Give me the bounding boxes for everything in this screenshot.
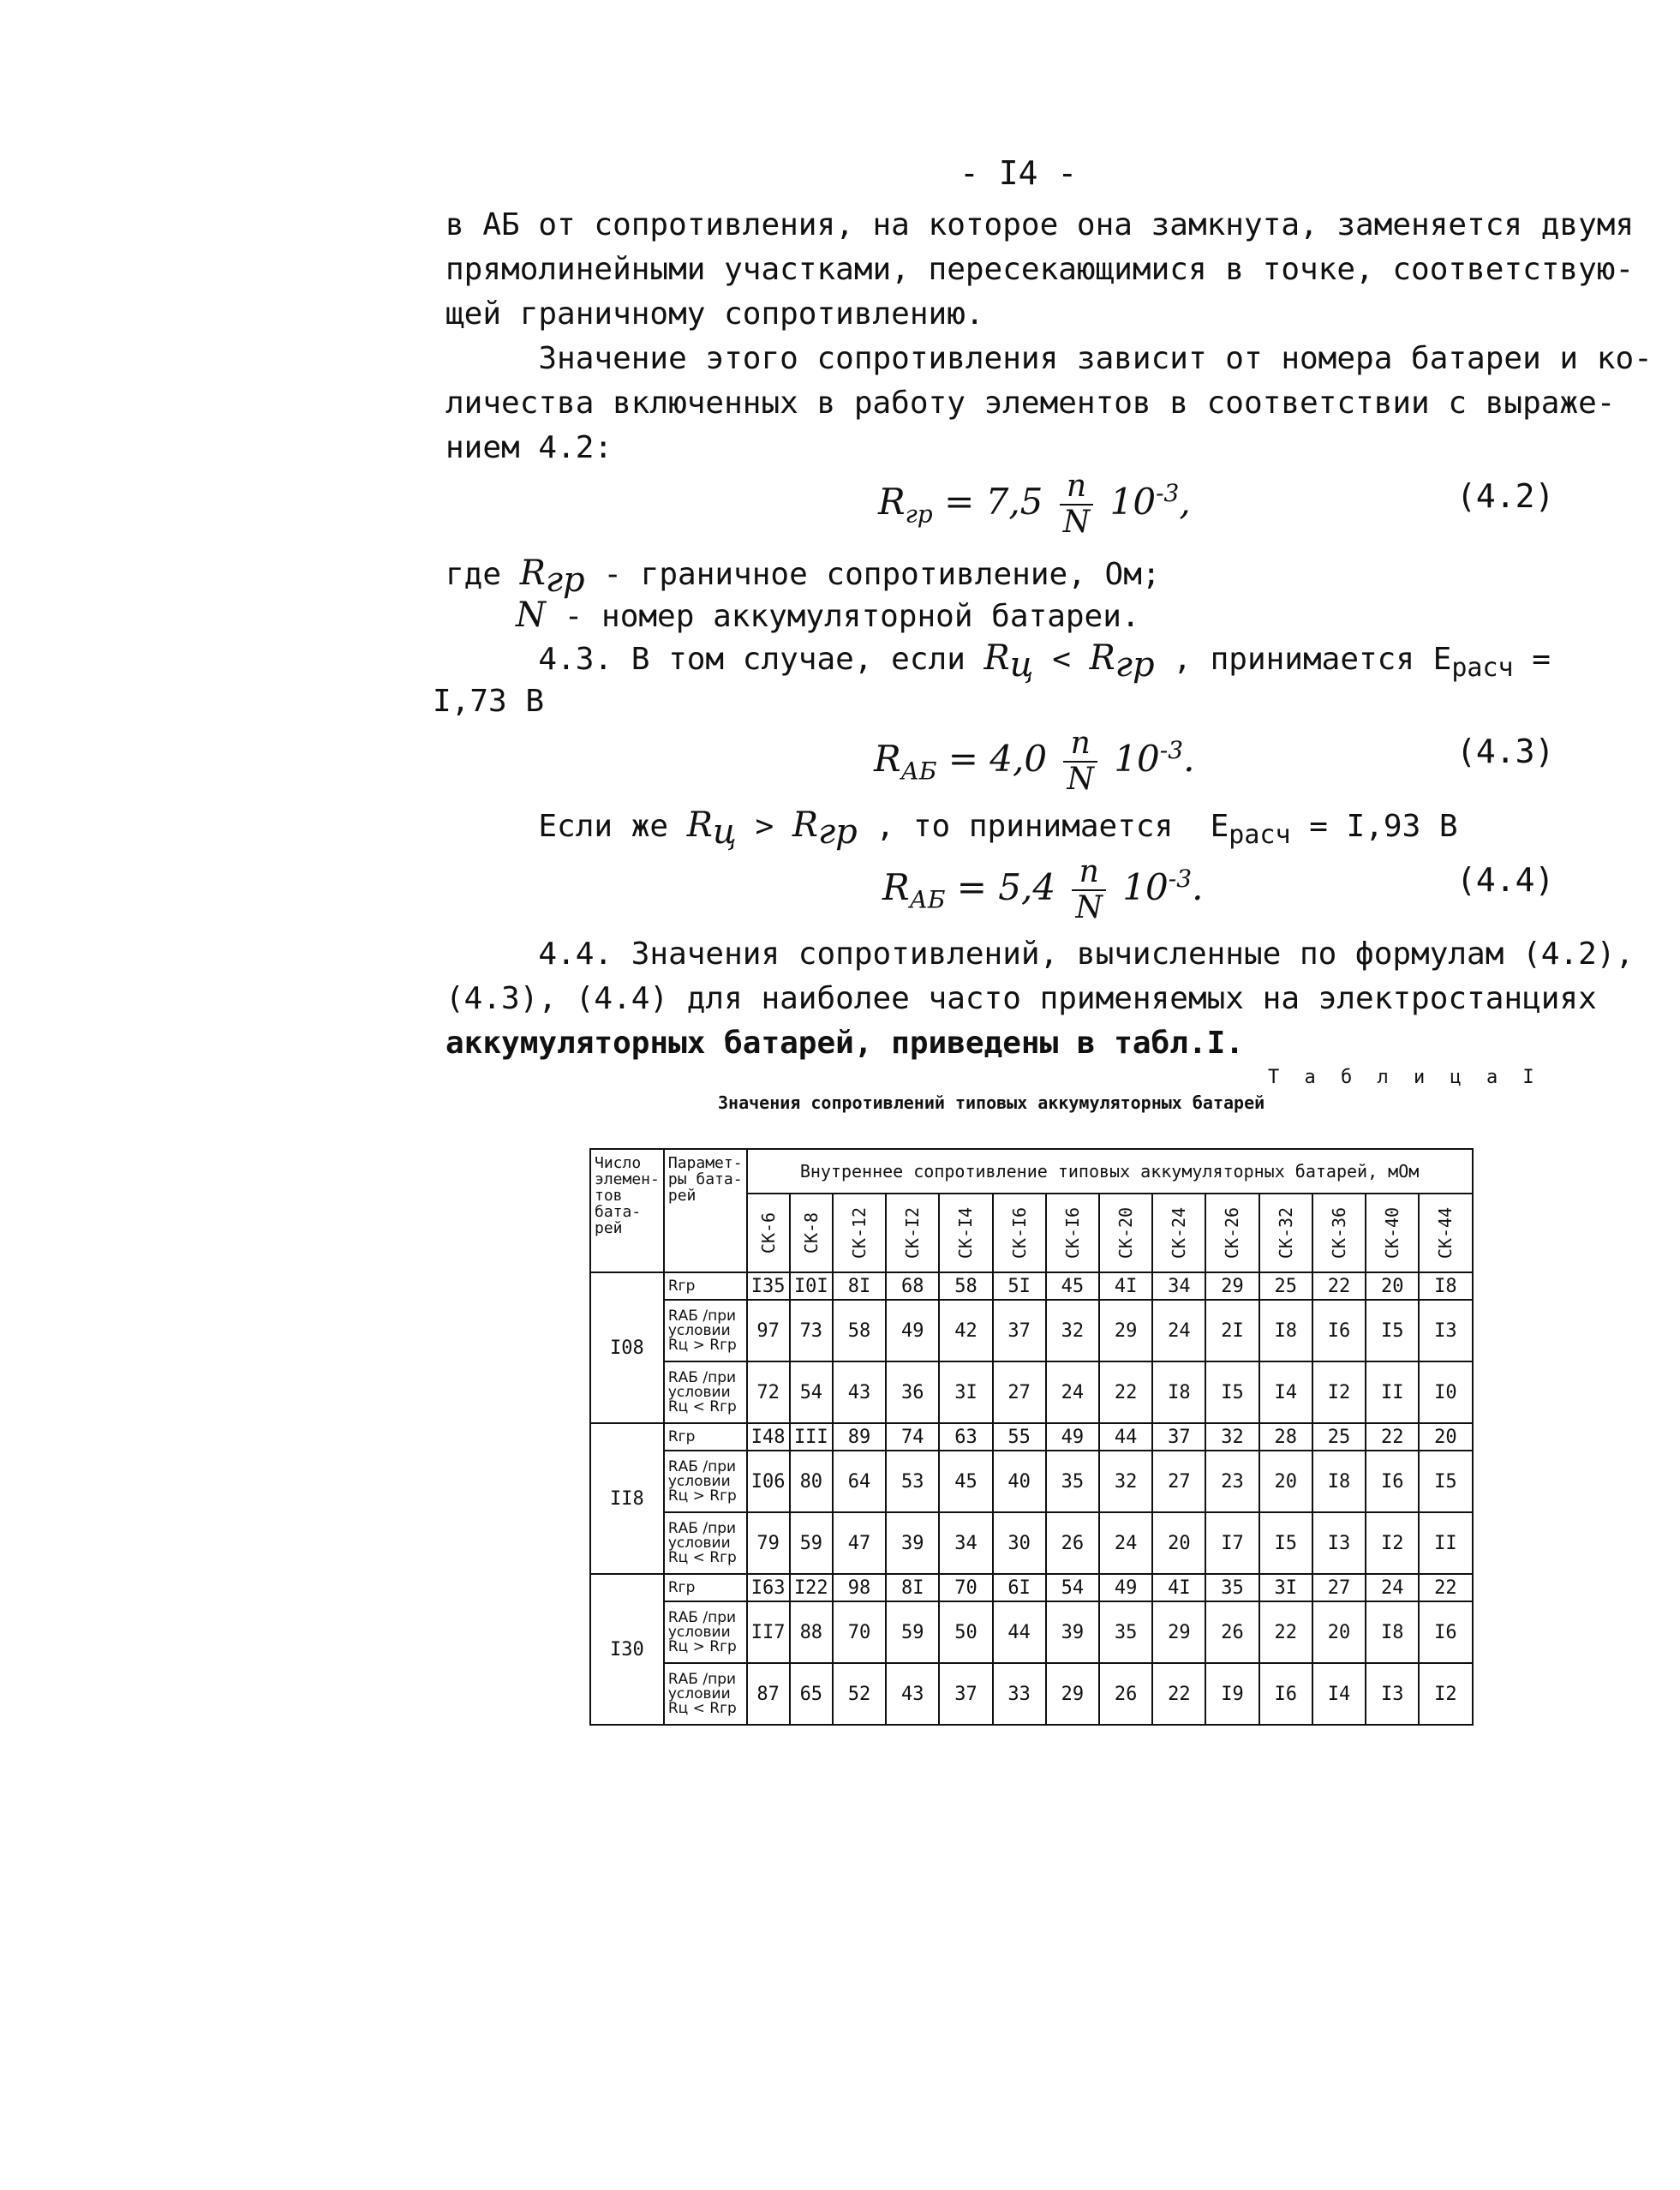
resistance-value-cell: I8 [1419, 1272, 1472, 1300]
resistance-value-cell: 39 [886, 1512, 939, 1574]
resistance-value-cell: 80 [790, 1451, 833, 1512]
resistance-value-cell: I9 [1205, 1663, 1259, 1725]
resistance-value-cell: 4I [1099, 1272, 1152, 1300]
element-count-cell: I08 [590, 1272, 664, 1423]
paragraph-4-4: 4.4. Значения сопротивлений, вычисленные по формулам (4.2), (4.3), (4.4) для наиболее часто применяемых на электростанциях [445, 936, 1635, 1016]
resistance-value-cell: 47 [833, 1512, 886, 1574]
resistance-value-cell: 24 [1099, 1512, 1152, 1574]
where-n-text: - номер аккумуляторной батареи. [546, 599, 1140, 634]
p44-rc-sub: ц [712, 812, 737, 853]
table-row [590, 1601, 1473, 1663]
resistance-value-cell: 58 [939, 1272, 992, 1300]
resistance-value-cell: I06 [747, 1451, 790, 1512]
resistance-value-cell: 65 [790, 1663, 833, 1725]
resistance-value-cell: 63 [939, 1423, 992, 1451]
column-header-battery [790, 1194, 833, 1272]
column-header-label: СК-I6 [1008, 1206, 1030, 1259]
resistance-value-cell: 44 [993, 1601, 1046, 1663]
column-header-label: СК-24 [1169, 1206, 1190, 1259]
resistance-value-cell: 52 [833, 1663, 886, 1725]
resistance-value-cell: III [790, 1423, 833, 1451]
p43-b: , принимается Е [1154, 642, 1452, 677]
p43-rc-sub: ц [1009, 645, 1034, 685]
resistance-value-cell: 33 [993, 1663, 1046, 1725]
eq-tail: 10 [1114, 738, 1160, 780]
table-label: Т а б л и ц а I [1268, 1067, 1541, 1088]
paragraph-4-3-value: I,73 В [433, 684, 545, 719]
resistance-value-cell: 43 [886, 1663, 939, 1725]
resistance-value-cell: 8I [833, 1272, 886, 1300]
resistance-value-cell: 3I [939, 1361, 992, 1423]
column-header-battery [1152, 1194, 1205, 1272]
table-row [590, 1300, 1473, 1361]
equation-4-4 [882, 855, 1203, 925]
column-header-battery [939, 1194, 992, 1272]
resistance-value-cell: II [1419, 1512, 1472, 1574]
parameter-cell: Rгр [664, 1272, 747, 1300]
resistance-value-cell: I0I [790, 1272, 833, 1300]
parameter-cell: RАБ /при условии Rц < Rгр [664, 1663, 747, 1725]
resistance-value-cell: 35 [1099, 1601, 1152, 1663]
column-header-battery [1259, 1194, 1312, 1272]
resistance-value-cell: 59 [790, 1512, 833, 1574]
column-header-battery [886, 1194, 939, 1272]
resistance-value-cell: I4 [1312, 1663, 1366, 1725]
column-header-battery [1366, 1194, 1419, 1272]
column-header-battery [747, 1194, 790, 1272]
eq-coef: = 7,5 [944, 481, 1043, 523]
resistance-value-cell: 20 [1366, 1272, 1419, 1300]
resistance-value-cell: 28 [1259, 1423, 1312, 1451]
resistance-value-cell: 27 [1312, 1574, 1366, 1601]
resistance-value-cell: 37 [993, 1300, 1046, 1361]
paragraph-4-3 [445, 636, 1551, 691]
where-sub: гр [545, 560, 585, 601]
header-element-count: Число элемен- тов бата- рей [590, 1149, 664, 1272]
resistance-value-cell: 50 [939, 1601, 992, 1663]
resistance-value-cell: I22 [790, 1574, 833, 1601]
column-header-label: СК-44 [1435, 1206, 1456, 1259]
resistance-value-cell: 97 [747, 1300, 790, 1361]
resistance-value-cell: 8I [886, 1574, 939, 1601]
resistance-value-cell: 54 [1046, 1574, 1099, 1601]
eq-lhs: R [874, 738, 901, 780]
p43-rgr-sub: гр [1115, 645, 1155, 685]
resistance-value-cell: 29 [1152, 1601, 1205, 1663]
resistance-value-cell: 70 [939, 1574, 992, 1601]
resistance-value-cell: I3 [1312, 1512, 1366, 1574]
column-header-label: СК-I4 [955, 1206, 977, 1259]
resistance-value-cell: 34 [939, 1512, 992, 1574]
where-sym: R [519, 553, 546, 593]
resistance-value-cell: 55 [993, 1423, 1046, 1451]
resistance-value-cell: 35 [1205, 1574, 1259, 1601]
paragraph-4-4-condition [445, 803, 1458, 858]
eq-lhs-sub: АБ [900, 757, 937, 786]
table-row [590, 1663, 1473, 1725]
resistance-value-cell: 24 [1046, 1361, 1099, 1423]
column-header-battery [993, 1194, 1046, 1272]
column-header-label: СК-40 [1382, 1206, 1403, 1259]
resistance-value-cell: I5 [1259, 1512, 1312, 1574]
where-line-n [516, 593, 1140, 639]
parameter-cell: RАБ /при условии Rц > Rгр [664, 1451, 747, 1512]
eq-end: . [1192, 866, 1204, 908]
p44-a: Если же [445, 809, 687, 844]
resistance-value-cell: 89 [833, 1423, 886, 1451]
p43-rc: R [983, 638, 1010, 678]
resistance-value-cell: 32 [1046, 1300, 1099, 1361]
resistance-value-cell: 49 [886, 1300, 939, 1361]
resistance-value-cell: 98 [833, 1574, 886, 1601]
resistance-value-cell: I6 [1419, 1601, 1472, 1663]
table-row [590, 1574, 1473, 1601]
equation-4-2 [878, 470, 1191, 540]
eq-fraction [1060, 470, 1094, 540]
element-count-cell: II8 [590, 1423, 664, 1574]
resistance-value-cell: 70 [833, 1601, 886, 1663]
eq-tail: 10 [1109, 481, 1157, 523]
resistance-value-cell: II [1366, 1361, 1419, 1423]
resistance-value-cell: I8 [1366, 1601, 1419, 1663]
resistance-value-cell: I2 [1366, 1512, 1419, 1574]
p44-op: > [736, 809, 792, 844]
p43-op: < [1033, 642, 1090, 677]
resistance-value-cell: 22 [1099, 1361, 1152, 1423]
p44-b-sub: расч [1229, 820, 1291, 851]
resistance-value-cell: I8 [1152, 1361, 1205, 1423]
parameter-cell: Rгр [664, 1423, 747, 1451]
parameter-cell: RАБ /при условии Rц < Rгр [664, 1512, 747, 1574]
resistance-value-cell: 59 [886, 1601, 939, 1663]
resistance-value-cell: 74 [886, 1423, 939, 1451]
resistance-value-cell: 72 [747, 1361, 790, 1423]
resistance-value-cell: I3 [1366, 1663, 1419, 1725]
p44-b: , то принимается Е [857, 809, 1229, 844]
column-header-battery [1205, 1194, 1259, 1272]
eq-den: N [1067, 762, 1094, 797]
eq-num: n [1060, 470, 1094, 506]
eq-end: , [1179, 481, 1191, 523]
column-header-label: СК-6 [757, 1212, 779, 1254]
eq-exp: -3 [1156, 479, 1180, 507]
resistance-table [589, 1148, 1474, 1726]
resistance-value-cell: 37 [939, 1663, 992, 1725]
resistance-value-cell: 27 [1152, 1451, 1205, 1512]
column-header-label: СК-32 [1275, 1206, 1296, 1259]
column-header-battery [1046, 1194, 1099, 1272]
p44-c: = I,93 В [1290, 809, 1458, 844]
resistance-value-cell: 58 [833, 1300, 886, 1361]
resistance-value-cell: I48 [747, 1423, 790, 1451]
resistance-value-cell: 32 [1205, 1423, 1259, 1451]
p43-rgr: R [1089, 638, 1115, 678]
column-header-label: СК-I2 [902, 1206, 924, 1259]
table-header-row [590, 1149, 1473, 1194]
paragraph-4-4-bold: аккумуляторных батарей, приведены в табл.I. [445, 1026, 1244, 1061]
eq-exp: -3 [1159, 736, 1184, 764]
table-caption: Значения сопротивлений типовых аккумуляторных батарей [718, 1092, 1265, 1113]
equation-4-3 [874, 727, 1194, 797]
element-count-cell: I30 [590, 1574, 664, 1725]
column-header-battery [1312, 1194, 1366, 1272]
where-prefix: где [445, 557, 520, 592]
equation-number-4-2: (4.2) [1456, 477, 1555, 515]
column-header-label: СК-12 [849, 1206, 870, 1259]
resistance-value-cell: 49 [1046, 1423, 1099, 1451]
resistance-value-cell: I8 [1312, 1451, 1366, 1512]
resistance-value-cell: 73 [790, 1300, 833, 1361]
eq-fraction [1072, 855, 1106, 925]
resistance-value-cell: I2 [1312, 1361, 1366, 1423]
resistance-value-cell: 22 [1366, 1423, 1419, 1451]
resistance-value-cell: 64 [833, 1451, 886, 1512]
p44-rc: R [686, 805, 713, 845]
resistance-value-cell: I0 [1419, 1361, 1472, 1423]
resistance-value-cell: 87 [747, 1663, 790, 1725]
table-row [590, 1423, 1473, 1451]
page-number: - I4 - [960, 154, 1078, 192]
resistance-value-cell: I6 [1366, 1451, 1419, 1512]
resistance-value-cell: 53 [886, 1451, 939, 1512]
paragraph-dependence: Значение этого сопротивления зависит от номера батареи и ко- личества включенных в работу элементов в соответствии с выраже- нием 4.2: [445, 341, 1653, 465]
resistance-value-cell: II7 [747, 1601, 790, 1663]
resistance-value-cell: 35 [1046, 1451, 1099, 1512]
parameter-cell: RАБ /при условии Rц < Rгр [664, 1361, 747, 1423]
resistance-value-cell: 43 [833, 1361, 886, 1423]
resistance-value-cell: 32 [1099, 1451, 1152, 1512]
table-row [590, 1361, 1473, 1423]
resistance-value-cell: 20 [1419, 1423, 1472, 1451]
resistance-value-cell: 40 [993, 1451, 1046, 1512]
resistance-value-cell: 42 [939, 1300, 992, 1361]
eq-coef: = 5,4 [956, 866, 1056, 908]
column-header-label: СК-20 [1115, 1206, 1137, 1259]
resistance-value-cell: I3 [1419, 1300, 1472, 1361]
eq-lhs: R [878, 481, 906, 523]
resistance-value-cell: 54 [790, 1361, 833, 1423]
resistance-value-cell: I5 [1205, 1361, 1259, 1423]
resistance-value-cell: 68 [886, 1272, 939, 1300]
equation-number-4-3: (4.3) [1456, 733, 1555, 770]
equation-number-4-4: (4.4) [1456, 861, 1555, 899]
eq-lhs-sub: АБ [909, 885, 946, 914]
resistance-value-cell: 45 [1046, 1272, 1099, 1300]
resistance-value-cell: 24 [1152, 1300, 1205, 1361]
p43-b-sub: расч [1451, 653, 1514, 684]
resistance-value-cell: 27 [993, 1361, 1046, 1423]
eq-den: N [1075, 890, 1103, 925]
resistance-value-cell: I6 [1312, 1300, 1366, 1361]
p44-rgr-sub: гр [817, 812, 858, 853]
resistance-value-cell: I7 [1205, 1512, 1259, 1574]
column-header-battery [833, 1194, 886, 1272]
resistance-value-cell: I8 [1259, 1300, 1312, 1361]
resistance-value-cell: 79 [747, 1512, 790, 1574]
p43-c: = [1513, 642, 1551, 677]
resistance-value-cell: 26 [1099, 1663, 1152, 1725]
where-text: - граничное сопротивление, Ом; [584, 557, 1161, 592]
resistance-value-cell: 29 [1205, 1272, 1259, 1300]
column-header-label: СК-36 [1328, 1206, 1349, 1259]
resistance-value-cell: 22 [1259, 1601, 1312, 1663]
resistance-value-cell: 37 [1152, 1423, 1205, 1451]
resistance-value-cell: 36 [886, 1361, 939, 1423]
resistance-value-cell: 2I [1205, 1300, 1259, 1361]
resistance-value-cell: 26 [1205, 1601, 1259, 1663]
resistance-value-cell: 22 [1152, 1663, 1205, 1725]
resistance-value-cell: 29 [1099, 1300, 1152, 1361]
table-row [590, 1512, 1473, 1574]
resistance-value-cell: 26 [1046, 1512, 1099, 1574]
resistance-value-cell: 4I [1152, 1574, 1205, 1601]
resistance-value-cell: 25 [1259, 1272, 1312, 1300]
column-header-label: СК-8 [800, 1212, 822, 1254]
resistance-value-cell: 22 [1419, 1574, 1472, 1601]
p44-rgr: R [792, 805, 818, 845]
p43-a: 4.3. В том случае, если [445, 642, 984, 677]
resistance-value-cell: 29 [1046, 1663, 1099, 1725]
eq-end: . [1183, 738, 1195, 780]
resistance-value-cell: 24 [1366, 1574, 1419, 1601]
resistance-value-cell: I2 [1419, 1663, 1472, 1725]
resistance-value-cell: 45 [939, 1451, 992, 1512]
resistance-value-cell: 25 [1312, 1423, 1366, 1451]
resistance-value-cell: I6 [1259, 1663, 1312, 1725]
eq-fraction [1063, 727, 1097, 797]
eq-den: N [1062, 505, 1091, 540]
column-header-battery [1099, 1194, 1152, 1272]
resistance-value-cell: I63 [747, 1574, 790, 1601]
paragraph-intro: в АБ от сопротивления, на которое она замкнута, заменяется двумя прямолинейными участками, пересекающимися в точке, соответствую- щей граничному сопротивлению. [445, 207, 1635, 332]
resistance-value-cell: 3I [1259, 1574, 1312, 1601]
resistance-value-cell: 20 [1312, 1601, 1366, 1663]
column-header-battery [1419, 1194, 1472, 1272]
table-row [590, 1272, 1473, 1300]
eq-tail: 10 [1122, 866, 1169, 908]
parameter-cell: Rгр [664, 1574, 747, 1601]
resistance-value-cell: 34 [1152, 1272, 1205, 1300]
resistance-value-cell: 44 [1099, 1423, 1152, 1451]
header-internal-resistance: Внутреннее сопротивление типовых аккумуляторных батарей, мОм [747, 1149, 1473, 1194]
eq-num: n [1072, 855, 1106, 891]
resistance-value-cell: I35 [747, 1272, 790, 1300]
resistance-value-cell: 88 [790, 1601, 833, 1663]
resistance-value-cell: 30 [993, 1512, 1046, 1574]
resistance-value-cell: 49 [1099, 1574, 1152, 1601]
column-header-label: СК-I6 [1061, 1206, 1083, 1259]
resistance-value-cell: 5I [993, 1272, 1046, 1300]
resistance-value-cell: I5 [1419, 1451, 1472, 1512]
resistance-value-cell: 22 [1312, 1272, 1366, 1300]
column-header-label: СК-26 [1222, 1206, 1243, 1259]
where-n-sym: N [516, 595, 546, 635]
parameter-cell: RАБ /при условии Rц > Rгр [664, 1300, 747, 1361]
resistance-value-cell: 20 [1259, 1451, 1312, 1512]
parameter-cell: RАБ /при условии Rц > Rгр [664, 1601, 747, 1663]
resistance-value-cell: 39 [1046, 1601, 1099, 1663]
eq-lhs-sub: гр [905, 500, 933, 529]
resistance-value-cell: I5 [1366, 1300, 1419, 1361]
resistance-value-cell: 23 [1205, 1451, 1259, 1512]
resistance-value-cell: 20 [1152, 1512, 1205, 1574]
eq-coef: = 4,0 [948, 738, 1048, 780]
eq-num: n [1063, 727, 1097, 763]
resistance-value-cell: 6I [993, 1574, 1046, 1601]
table-row [590, 1451, 1473, 1512]
resistance-value-cell: I4 [1259, 1361, 1312, 1423]
eq-exp: -3 [1168, 865, 1193, 893]
header-parameters: Парамет- ры бата- рей [664, 1149, 747, 1272]
eq-lhs: R [882, 866, 910, 908]
